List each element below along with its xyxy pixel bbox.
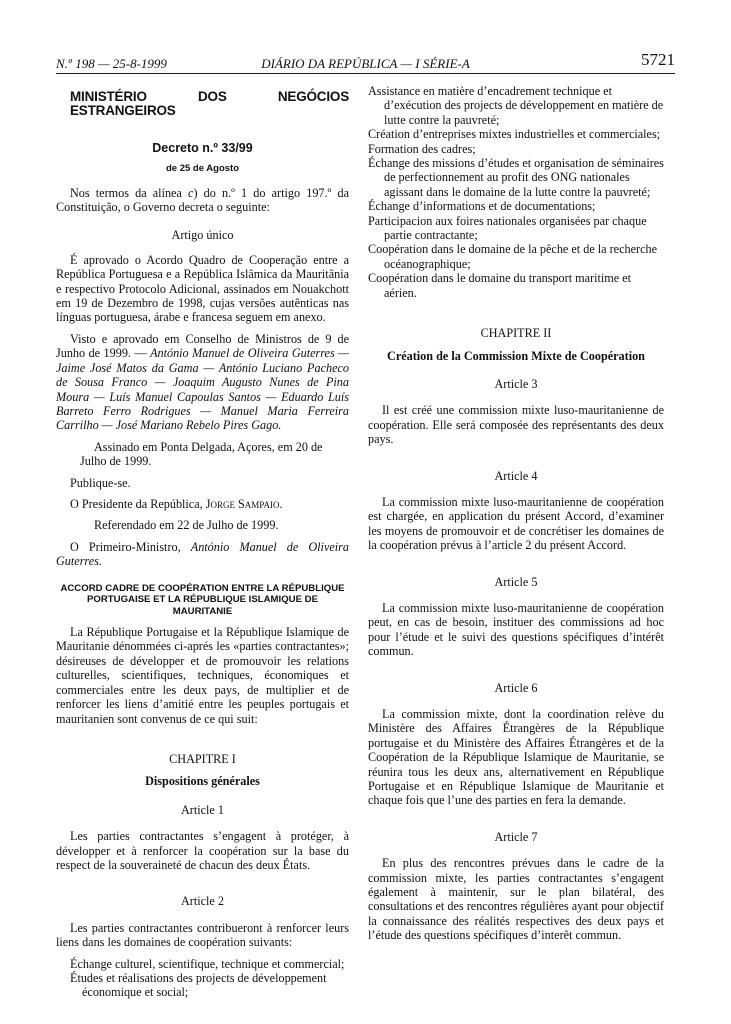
article-6-text: La commission mixte, dont la coordination relève du Ministère des Affaires Étrangères de la République portugaise et du Ministère des Affaires Étrangères et de la Coopération de la République Islamique de Mauritanie, se réunira tous les deux ans, alternativement en République Portugaise et en République Islamique de Mauritanie et chaque fois que l’une des parties en fera la demande. <box>368 707 664 808</box>
article-1-text: Les parties contractantes s’engagent à protéger, à développer et à renforcer la coopération sur la base du respect de la souveraineté de chacun des deux États. <box>56 829 349 872</box>
president-suffix: . <box>279 496 283 511</box>
chapter-2-heading: CHAPITRE II <box>480 326 552 341</box>
article-5-text: La commission mixte luso-mauritanienne de coopération peut, en cas de besoin, instituer des commissions ad hoc pour l’étude et le suivi des questions spécifiques d’intérêt commun. <box>368 600 664 659</box>
referendado-statement: Referendado em 22 de Julho de 1999. <box>94 518 279 533</box>
page-header <box>56 50 675 72</box>
ministry-heading: MINISTÉRIO DOS NEGÓCIOS ESTRANGEIROS <box>70 89 349 119</box>
header-rule <box>56 73 675 74</box>
page-number: 5721 <box>641 50 675 69</box>
president-line <box>56 497 349 511</box>
intro-paragraph <box>56 186 349 215</box>
list-item: Assistance en matière d’encadrement technique et d’exécution des projects de développement en matière de lutte contre la pauvreté; <box>368 84 664 127</box>
prime-minister-name: António Manuel de Oliveira Guterres. <box>56 539 349 569</box>
right-column <box>368 84 664 950</box>
list-item: Participacion aux foires nationales organisées par chaque partie contractante; <box>368 213 647 243</box>
article-3-heading: Article 3 <box>494 376 538 391</box>
artigo-heading: Artigo único <box>171 228 234 243</box>
publish-statement: Publique-se. <box>70 475 131 490</box>
prime-minister-prefix: O Primeiro-Ministro, <box>70 539 191 554</box>
article-2-heading: Article 2 <box>181 894 224 909</box>
list-item: Coopération dans le domaine du transport maritime et aérien. <box>368 271 631 300</box>
list-item: Échange des missions d’études et organisation de séminaires de perfectionnement au profit des ONG nationales agissant dans le domaine de la lutte contre la pauvreté; <box>368 156 664 199</box>
chapter-1-heading: CHAPITRE I <box>169 751 236 766</box>
signed-statement: Assinado em Ponta Delgada, Açores, em 20 de Julho de 1999. <box>80 439 323 469</box>
list-item: Coopération dans le domaine de la pêche et de la recherche océanographique; <box>368 242 657 271</box>
artigo-text: É aprovado o Acordo Quadro de Cooperação entre a República Portuguesa e a República Islâmica da Mauritânia e respectivo Protocolo Adicional, assinados em Nouakchott em 19 de Dezembro de 1998, cujas versões autênticas nas línguas portuguesa, árabe e francesa seguem em anexo. <box>56 252 349 325</box>
visto-paragraph <box>56 332 349 433</box>
article-7-heading: Article 7 <box>494 829 538 844</box>
list-item: Création d’entreprises mixtes industrielles et commerciales; <box>368 127 661 142</box>
list-item: Échange d’informations et de documentations; <box>368 199 596 214</box>
journal-title: DIÁRIO DA REPÚBLICA — I SÉRIE-A <box>261 56 470 71</box>
decree-title: Decreto n.º 33/99 <box>152 140 253 155</box>
article-4-heading: Article 4 <box>494 468 538 483</box>
chapter-1-title: Dispositions générales <box>145 774 260 789</box>
cooperation-list <box>368 84 664 300</box>
article-2-item: Études et réalisations des projects de développement économique et social; <box>70 970 327 1000</box>
decree-date: de 25 de Agosto <box>165 163 240 175</box>
article-4-text: La commission mixte luso-mauritanienne de coopération est chargée, en application du présent Accord, d’examiner les moyens de promouvoir et de concrétiser les domaines de la coopération prévus à l’article 2 du présent Accord. <box>368 494 664 553</box>
visto-text: Visto e aprovado em Conselho de Ministros de 9 de Junho de 1999. — <box>56 331 349 361</box>
chapter-2-title: Création de la Commission Mixte de Coopération <box>387 348 645 363</box>
minister-names: António Manuel de Oliveira Guterres — Jaime José Matos da Gama — António Luciano Pacheco de Sousa Franco — Joaquim Augusto Nunes de Pina Moura — Luís Manuel Capoulas Santos — Eduardo Luís Barreto Ferro Rodrigues — Manuel Maria Ferreira Carrilho — José Mariano Rebelo Pires Gago. <box>56 346 349 433</box>
article-3-text: Il est créé une commission mixte luso-mauritanienne de coopération. Elle será composée des représentants des deux pays. <box>368 403 664 447</box>
article-5-heading: Article 5 <box>494 574 538 589</box>
article-7-text: En plus des rencontres prévues dans le cadre de la commission mixte, les parties contractantes s’engagent également à maintenir, sur le plan bilatéral, des consultations et des rencontres régulières ayant pour objectif la connaissance des réalités respectives des deux pays et l’étude des questions spécifiques d’interêt commun. <box>368 856 664 943</box>
left-column <box>56 84 349 1000</box>
issue-number: N.º 198 — 25-8-1999 <box>56 56 167 71</box>
list-item: Formation des cadres; <box>368 141 476 156</box>
accord-title: ACCORD CADRE DE COOPÉRATION ENTRE LA RÉPUBLIQUE PORTUGAISE ET LA RÉPUBLIQUE ISLAMIQUE DE MAURITANIE <box>60 582 345 617</box>
president-name: Jorge Sampaio <box>205 496 280 511</box>
intro-alinea: c <box>188 185 194 200</box>
article-2-text: Les parties contractantes contribueront à renforcer leurs liens dans les domaines de coopération suivants: <box>56 920 349 950</box>
intro-text-2: ) do n.º 1 do artigo 197.º da Constituição, o Governo decreta o seguinte: <box>56 185 349 215</box>
article-6-heading: Article 6 <box>494 680 538 695</box>
accord-intro: La République Portugaise et la République Islamique de Mauritanie dénommées ci-aprés les «parties contractantes»; désireuses de développer et de promouvoir les relations culturelles, scientifiques, techniques, économiques et commerciales entre les deux pays, de multiplier et de renforcer les liens d’amitié entre les peuples portugais et mauritanien sont convenus de ce qui suit: <box>56 625 349 726</box>
president-prefix: O Presidente da República, <box>70 496 206 511</box>
article-2-item: Échange culturel, scientifique, technique et commercial; <box>70 956 345 971</box>
prime-minister-line <box>56 540 349 569</box>
intro-text-1: Nos termos da alínea <box>70 185 189 200</box>
article-1-heading: Article 1 <box>181 802 224 817</box>
